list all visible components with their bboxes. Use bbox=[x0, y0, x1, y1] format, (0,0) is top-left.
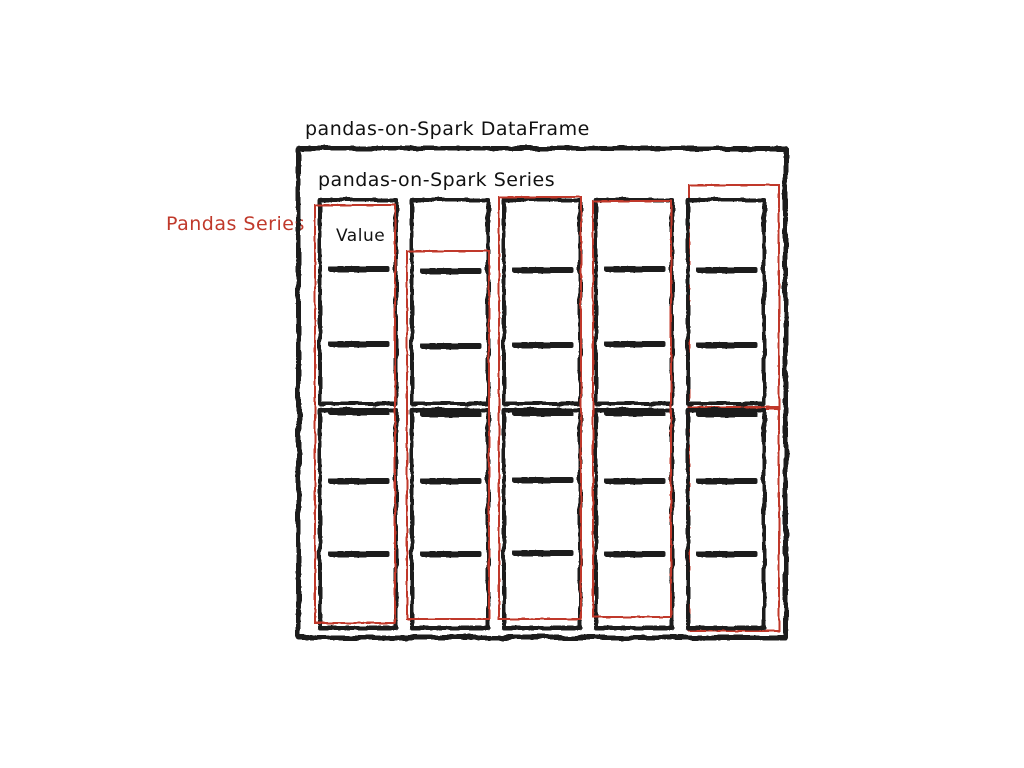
partition-divider bbox=[512, 409, 574, 416]
row-divider bbox=[696, 342, 758, 348]
partition-divider bbox=[604, 409, 666, 416]
column-5-partition-1 bbox=[686, 198, 766, 406]
spark-series-label: pandas-on-Spark Series bbox=[318, 169, 556, 191]
row-divider bbox=[512, 550, 574, 556]
row-divider bbox=[512, 477, 574, 483]
column-5-partition-2 bbox=[686, 408, 766, 630]
partition-divider bbox=[328, 408, 390, 415]
pandas-series-label: Pandas Series bbox=[166, 213, 305, 235]
partition-divider bbox=[696, 410, 758, 417]
row-divider bbox=[604, 551, 666, 557]
row-divider bbox=[604, 341, 666, 347]
pandas-series-outline-col-3 bbox=[498, 196, 582, 620]
row-divider bbox=[420, 551, 482, 557]
row-divider bbox=[512, 267, 574, 273]
row-divider bbox=[696, 551, 758, 557]
row-divider bbox=[328, 478, 390, 484]
row-divider bbox=[604, 266, 666, 272]
row-divider bbox=[420, 478, 482, 484]
value-label: Value bbox=[336, 226, 386, 246]
row-divider bbox=[420, 268, 482, 274]
row-divider bbox=[696, 267, 758, 273]
row-divider bbox=[420, 343, 482, 349]
row-divider bbox=[512, 342, 574, 348]
row-divider bbox=[328, 341, 390, 347]
row-divider bbox=[696, 478, 758, 484]
row-divider bbox=[328, 266, 390, 272]
row-divider bbox=[328, 551, 390, 557]
pandas-series-outline-col-2 bbox=[406, 250, 490, 620]
dataframe-title: pandas-on-Spark DataFrame bbox=[305, 118, 590, 140]
partition-divider bbox=[420, 410, 482, 417]
row-divider bbox=[604, 478, 666, 484]
